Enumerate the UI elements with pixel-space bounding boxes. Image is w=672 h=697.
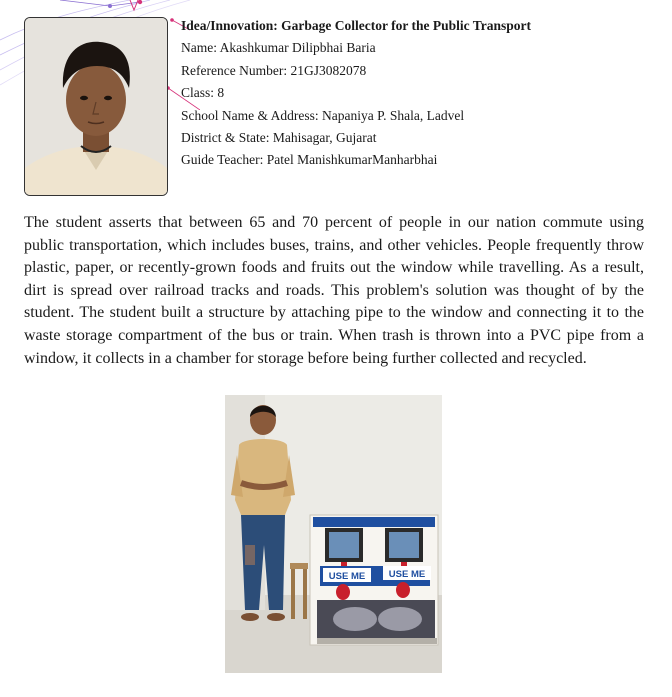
guide-teacher: Guide Teacher: Patel ManishkumarManharbhai [181, 152, 438, 168]
use-me-label-left: USE ME [328, 571, 366, 582]
reference-number: Reference Number: 21GJ3082078 [181, 62, 367, 78]
student-info [181, 15, 661, 172]
use-me-label-right: USE ME [388, 569, 426, 580]
student-class: Class: 8 [181, 85, 225, 101]
district-state: District & State: Mahisagar, Gujarat [181, 130, 377, 146]
student-name: Name: Akashkumar Dilipbhai Baria [181, 40, 376, 56]
student-portrait [24, 17, 168, 196]
project-photo [225, 395, 442, 673]
innovation-description: The student asserts that between 65 and 70 percent of people in our nation commute using public transportation, which includes buses, trains, and other vehicles. People frequently throw plastic, paper, or recently-grown foods and fruits out the window while travelling. As a result, dirt is spread over railroad tracks and roads. This problem's solution was thought of by the student. The student built a structure by attaching pipe to the window and connecting it to the waste storage compartment of the bus or train. When trash is thrown into a PVC pipe from a window, it collects in a chamber for storage before being further collected and recycled. [24, 214, 644, 367]
innovation-title: Idea/Innovation: Garbage Collector for the Public Transport [181, 18, 531, 33]
school-name-address: School Name & Address: Napaniya P. Shala, Ladvel [181, 107, 465, 123]
